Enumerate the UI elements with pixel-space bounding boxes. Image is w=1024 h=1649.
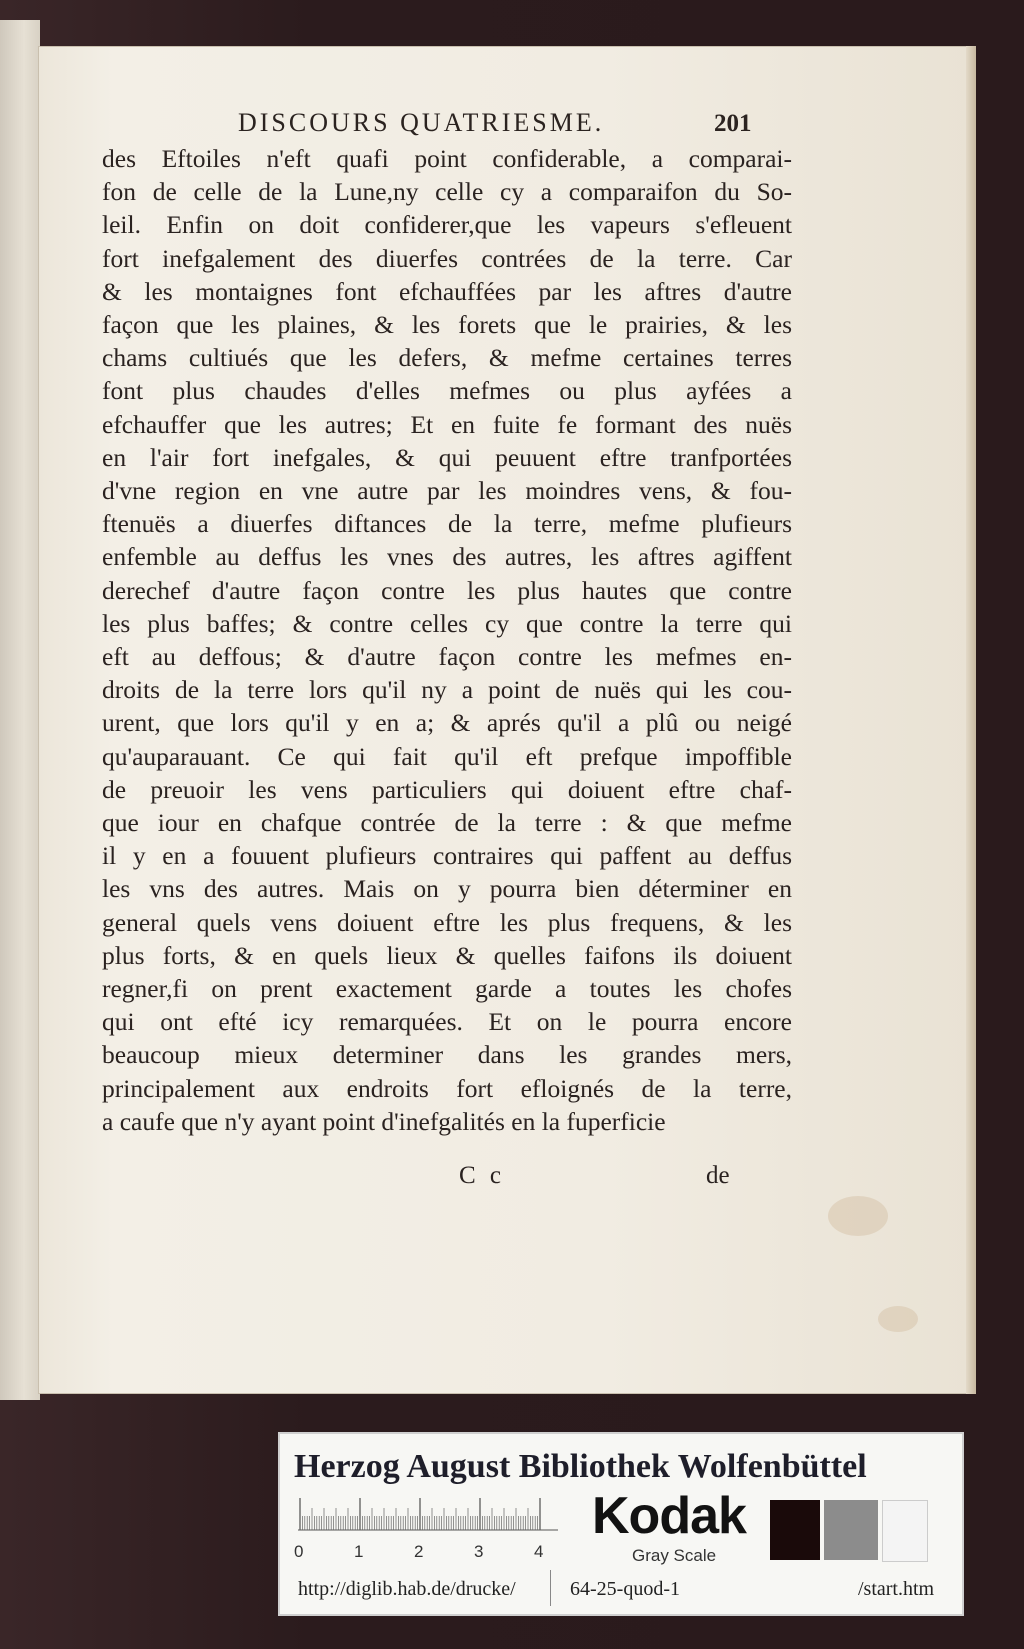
book-page [38,46,976,1394]
white-patch [882,1500,928,1562]
page-fore-edge [966,46,976,1394]
ruler-label: 3 [474,1542,484,1561]
page-number: 201 [714,110,752,137]
kodak-logo: Kodak [592,1487,746,1545]
url-divider [550,1570,551,1606]
gray-scale-label: Gray Scale [632,1546,717,1565]
text-line: leil. Enfin on doit confiderer,que les vapeurs s'efleuent [102,210,792,240]
foxing-stain [878,1306,918,1332]
text-line: fort inefgalement des diuerfes contrées de la terre. Car [102,243,792,273]
text-line: eft au deffous; & d'autre façon contre les mefmes en- [102,642,792,672]
text-line: chams cultiués que les defers, & mefme certaines terres [102,343,792,373]
text-line: les vns des autres. Mais on y pourra bien déterminer en [102,874,792,904]
text-line: façon que les plaines, & les forets que le prairies, & les [102,310,792,340]
text-line: fon de celle de la Lune,ny celle cy a comparaifon du So- [102,177,792,207]
text-line: il y en a fouuent plufieurs contraires qui paffent au deffus [102,841,792,871]
text-line: des Eftoiles n'eft quafi point confiderable, a comparai- [102,144,792,173]
text-line: enfemble au deffus les vnes des autres, les aftres agiffent [102,542,792,572]
text-line: general quels vens doiuent eftre les plus frequens, & les [102,907,792,937]
ruler-label: 2 [414,1542,424,1561]
url-suffix: /start.htm [858,1578,935,1600]
gray-patch [824,1500,878,1560]
running-head: DISCOURS QUATRIESME. [238,108,605,137]
text-line: regner,fi on prent exactement garde a toutes les chofes [102,974,792,1004]
ruler-label: 1 [354,1542,364,1561]
scale-ruler [298,1496,558,1532]
text-line: qui ont efté icy remarquées. Et on le pourra encore [102,1007,792,1037]
text-line: a caufe que n'y ayant point d'inefgalités en la fuperficie [102,1106,666,1136]
body-text [102,142,792,1138]
url-base: http://diglib.hab.de/drucke/ [298,1578,516,1600]
ruler-labels [294,1542,554,1566]
url-shelfmark: 64-25-quod-1 [570,1578,680,1600]
foxing-stain [828,1196,888,1236]
text-line: principalement aux endroits fort efloignés de la terre, [102,1073,792,1103]
text-line: urent, que lors qu'il y en a; & aprés qu'il a plû ou neigé [102,708,792,738]
library-color-card [278,1432,964,1616]
text-line: droits de la terre lors qu'il ny a point de nuës qui les cou- [102,675,792,705]
text-line: les plus baffes; & contre celles cy que contre la terre qui [102,608,792,638]
library-name: Herzog August Bibliothek Wolfenbüttel [294,1448,867,1485]
black-patch [770,1500,820,1560]
text-line: plus forts, & en quels lieux & quelles faifons ils doiuent [102,940,792,970]
catchword: de [706,1162,730,1189]
text-line: efchauffer que les autres; Et en fuite fe formant des nuës [102,409,792,439]
text-line: derechef d'autre façon contre les plus hautes que contre [102,575,792,605]
text-line: qu'auparauant. Ce qui fait qu'il eft prefque impoffible [102,741,792,771]
text-line: de preuoir les vens particuliers qui doiuent eftre chaf- [102,774,792,804]
ruler-label: 0 [294,1542,304,1561]
text-line: beaucoup mieux determiner dans les grandes mers, [102,1040,792,1070]
text-line: font plus chaudes d'elles mefmes ou plus ayfées a [102,376,792,406]
text-line: d'vne region en vne autre par les moindres vens, & fou- [102,476,792,506]
text-line: ftenuës a diuerfes diftances de la terre, mefme plufieurs [102,509,792,539]
ruler-label: 4 [534,1542,544,1561]
text-line: que iour en chafque contrée de la terre : & que mefme [102,808,792,838]
text-line: & les montaignes font efchauffées par les aftres d'autre [102,276,792,306]
previous-page-edge [0,20,40,1400]
signature-mark: C c [459,1162,506,1189]
text-line: en l'air fort inefgales, & qui peuuent eftre tranfportées [102,442,792,472]
